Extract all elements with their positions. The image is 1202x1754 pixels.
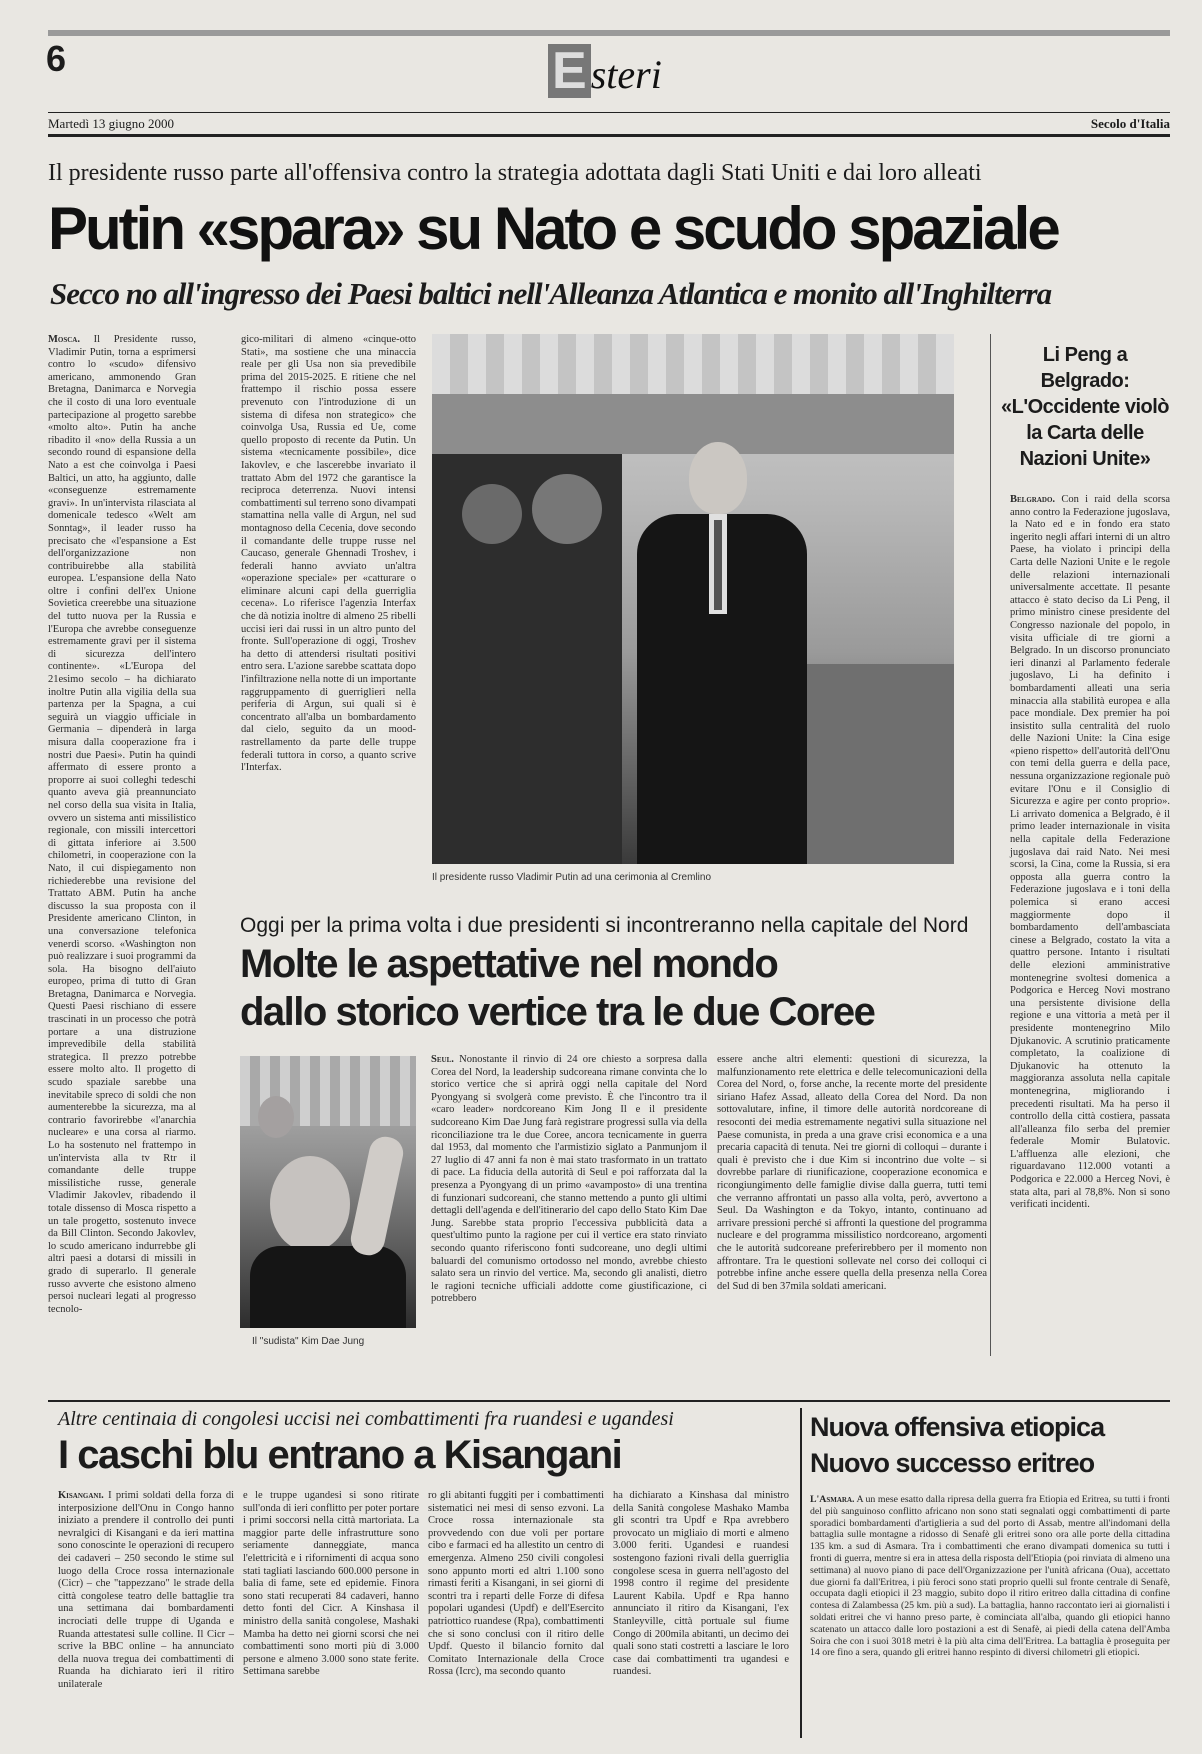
congo-column-3: ro gli abitanti fuggiti per i combattimenti sistematici nei mesi di senso ezvoni. La Croce rossa internazionale sta provvedendo con due voli per portare cibo e farmaci ed ha allestito un centro di emergenza. Almeno 250 civili congolesi sono appunto morti ed altri 1.100 sono rimasti feriti a Kisangani, in sei giorni di scontri tra i reparti delle Forze di difesa popolari ugandesi (Updf) e dell'Esercito patriottico ruandese (Rpa), combattimenti che si sono conclusi con il ritiro delle Updf. Questo il bilancio fornito dal Comitato Internazionale della Croce Rossa (Icrc), ma secondo quanto	[428, 1490, 604, 1678]
section-name: steri	[590, 52, 662, 97]
main-column-1	[48, 334, 196, 1315]
main-column-2: gico-militari di almeno «cinque-otto Stati», ma sostiene che una minaccia reale per gli Usa non sia prevedibile prima del 2015-2025. E ritiene che nel frattempo il rischio possa essere prevenuto con l'introduzione di un sistema di difesa non strategico» che coinvolga Usa, Russia ed Ue, come quello proposto di recente da Putin. Un sistema «tecnicamente possibile», dice Iakovlev, e che lascerebbe invariato il trattato Abm del 1972 che garantisce la reciproca deterrenza. Nuovi intensi combattimenti sul terreno sono divampati stamattina nella valle di Argun, nel sud montagnoso della Cecenia, dove secondo il comandante delle truppe russe nel Caucaso, generale Ghennadi Troshev, i federali hanno avviato un'altra «operazione speciale» per «catturare o eliminare alcuni capi della guerriglia cecena». Lo riferisce l'agenzia Interfax che dà notizia inoltre di almeno 25 ribelli uccisi ieri dai russi in un altro punto del fronte. Sull'operazione di oggi, Troshev ha detto di attendersi risultati positivi entro sera. L'azione sarebbe scattata dopo l'infiltrazione nella notte di un importante raggruppamento di guerriglieri nella periferia di Argun, sui quali si è concentrato all'alba un bombardamento dal cielo, seguito da un mood-rastrellamento da parte delle truppe federali tuttora in corso, a quanto scrive l'Interfax.	[241, 334, 416, 774]
main-subhead: Secco no all'ingresso dei Paesi baltici nell'Alleanza Atlantica e monito all'Inghilterra	[50, 276, 1052, 311]
ethiopia-dateline: L'Asmara.	[810, 1494, 855, 1505]
ethiopia-headline-1: Nuova offensiva etiopica	[810, 1412, 1105, 1442]
korea-column-1	[431, 1054, 707, 1384]
korea-dateline: Seul.	[431, 1054, 454, 1065]
ethiopia-headline-2: Nuovo successo eritreo	[810, 1448, 1095, 1478]
section-initial: E	[548, 44, 591, 98]
korea-headline-2: dallo storico vertice tra le due Coree	[240, 990, 875, 1034]
congo-column-2: e le truppe ugandesi si sono ritirate sull'onda di ieri conflitto per poter portare i primi soccorsi nella città martoriata. La maggior parte delle infrastrutture sono seriamente danneggiate, manca l'elettricità e i rifornimenti di acqua sono stati tagliati lasciando 600.000 persone in balia di fame, sete ed epidemie. Finora sono stati recuperati 84 cadaveri, hanno detto fonti del Cicr. A Kinshasa il ministro della sanità congolese, Mashaki Mamba ha detto nei giorni scorsi che nei combattimenti sono morti più di 3.000 persone e almeno 3.000 sono state ferite. Settimana sarebbe	[243, 1490, 419, 1678]
korea-headline-1: Molte le aspettative nel mondo	[240, 942, 778, 986]
main-headline: Putin «spara» su Nato e scudo spaziale	[48, 195, 1058, 262]
page-number: 6	[46, 38, 67, 79]
sidebar-dateline: Belgrado.	[1010, 494, 1056, 505]
sidebar-body	[1010, 494, 1170, 1346]
ethiopia-body	[810, 1494, 1170, 1740]
congo-headline: I caschi blu entrano a Kisangani	[58, 1433, 622, 1477]
kim-dae-jung-photo	[240, 1056, 416, 1328]
section-title	[548, 44, 662, 104]
sidebar-headline: Li Peng a Belgrado: «L'Occidente violò la Carta delle Nazioni Unite»	[1000, 344, 1170, 470]
congo-column-1-text: I primi soldati della forza di interposizione dell'Onu in Congo hanno iniziato a prendere il controllo dei punti nevralgici di Kisangani e da ieri mattina sono conoscinte le operazioni di recupero dei cadaveri – 250 secondo le stime sul luogo della Croce rossa internazionale (Cicr) – che "tappezzano" le strade della città congolese teatro delle battaglie tra una settimana dai bombardamenti incrociati delle truppe di Uganda e Ruanda attestatesi sulle colline. Il Cicr – scrive la BBC online – ha annunciato della nuova tregua dei combattimenti di Ruanda ha dichiarato ieri il ritiro unilaterale	[58, 1490, 235, 1690]
congo-column-1	[58, 1490, 234, 1740]
kim-photo-caption: Il "sudista" Kim Dae Jung	[252, 1336, 365, 1347]
putin-photo-caption: Il presidente russo Vladimir Putin ad una cerimonia al Cremlino	[432, 872, 712, 883]
korea-column-1-text: Nonostante il rinvio di 24 ore chiesto a sorpresa dalla Corea del Nord, la leadership sudcoreana rimane convinta che lo storico vertice che si aprirà oggi nella capitale del Nord Pyongyang si svolgerà come previsto. È che l'incontro tra il «caro leader» nordcoreano Kim Jong Il e il presidente sudcoreano Kim Dae Jung farà registrare progressi sulla via della riconciliazione tra le due Coree, ancora tecnicamente in guerra dal 1953, dal momento che l'armistizio siglato a Panmunjom il 27 luglio di 47 anni fa non è mai stato trasformato in un trattato di pace. La fiducia della autorità di Seul e poi rafforzata dal la presenza a Pyongyang di un primo «avamposto» di una trentina di funzionari sudcoreani, che stanno mettendo a punto gli ultimi dettagli dell'agenda e dell'itinerario del capo dello Stato Kim Dae Jung. Sarebbe stata proprio l'eccessiva pubblicità data a quest'ultimo punto la ragione per cui il vertice era stato rinviato secondo quanto riferiscono fonti sudcoreane, uno degli ultimi baluardi del comunismo ortodosso nel mondo, avrebbe chiesto salato sera un rinvio del vertice. Ma, secondo gli analisti, dietro le ragioni tecniche ufficiali addotte come giustificazione, ci potrebbero	[431, 1054, 708, 1305]
putin-photo	[432, 334, 954, 864]
issue-date: Martedì 13 giugno 2000	[48, 116, 175, 131]
sidebar-body-text: Con i raid della scorsa anno contro la Federazione jugoslava, la Nato ed e in fondo era stato ingerito negli affari interni di un altro Paese, ha violato i principi della Carta delle Nazioni Unite e le regole delle relazioni internazionali universalmente accettate. Il pesante attacco è stato deciso da Li Peng, il primo ministro cinese presidente del Congresso nazionale del popolo, in visita ufficiale di tre giorni a Belgrado. In un discorso pronunciato ieri dinanzi al Parlamento federale jugoslavo, Li ha definito i bombardamenti alleati una seria minaccia alla stabilità europea e alla pace mondiale. Dex premier ha poi insistito sulla centralità del ruolo delle Nazioni Unite: la Cina esige «pieno rispetto» dell'autorità dell'Onu con temi della guerra e della pace, nessuna organizzazione regionale può evitare l'Onu e il Consiglio di Sicurezza e agire per conto proprio». Li arrivato domenica a Belgrado, è il primo leader internazionale in visita nella capitale della Federazione jugoslava dai raid Nato. Nei mesi scorsi, la Cina, come la Russia, si era opposta alla guerra contro la Federazione jugoslava e i toni della polemica si erano accesi maggiormente dopo il bombardamento dell'ambasciata cinese a Belgrado, costato la vita a quattro persone. Intanto i risultati delle elezioni amministrative montenegrine svoltesi domenica a Podgorica e Herceg Novi mostrano una persistente divisione della regione e una vittoria a metà per il presidente montenegrino Milo Djukanovic. A scrutinio praticamente completato, la coalizione di Djukanovic ha ottenuto la maggioranza assoluta nella capitale montenegrina, migliorando i precedenti risultati. Ma ha perso il controllo della città costiera, passata all'alleanza filo serba del premier federale Momir Bulatovic. L'affluenza alle elezioni, che riguardavano 112.000 votanti a Podgorica e 22.000 a Herceg Novi, è stata alta, pari al 78,8%. Non si sono verificati incidenti.	[1010, 494, 1171, 1211]
main-kicker: Il presidente russo parte all'offensiva contro la strategia adottata dagli Stati Uniti e dai loro alleati	[48, 160, 982, 186]
paper-name: Secolo d'Italia	[1090, 116, 1170, 131]
main-column-1-text: Il Presidente russo, Vladimir Putin, torna a esprimersi contro lo «scudo» difensivo americano, ammonendo Gran Bretagna, Danimarca e Norvegia che il costo di una loro eventuale partecipazione al progetto sarebbe «molto alto». Putin ha anche ribadito il «no» della Russia a un secondo round di espansione della Nato a est che coinvolga i Paesi Baltici, un atto, ha aggiunto, dalle «conseguenze estremamente gravi». In un'intervista rilasciata al domenicale tedesco «Welt am Sonntag», il leader russo ha precisato che «l'espansione a Est dell'organizzazione non contribuirebbe alla stabilità europea. L'espansione della Nato oltre i confini dell'ex Unione Sovietica creerebbe una situazione del tutto nuova per la Russia e l'Europa che avrebbe conseguenze estremamente gravi per il sistema di sicurezza dell'intero continente». «L'Europa del 21esimo secolo – ha dichiarato inoltre Putin alla vigilia della sua partenza per la Spagna, a cui seguirà un viaggio ufficiale in Germania – dipenderà in larga misura dalla cooperazione fra i nostri due Paesi». Putin ha quindi affermato di essere pronto a proporre ai suoi colleghi tedeschi quanto aveva già preannunciato nel corso della sua visita in Italia, ovvero un sistema anti missilistico regionale, con missili intercettori di gittata inferiore ai 3.500 chilometri, in cooperazione con la Nato, il cui dispiegamento non richiederebbe una revisione del Trattato ABM. Putin ha anche discusso la sua proposta con il Presidente americano Clinton, in una conversazione telefonica venerdì scorso. «Washington non può realizzare i suoi programmi da sola. Ha bisogno dell'aiuto europeo, prima di tutto di Gran Bretagna, Danimarca e Norvegia. Questi Paesi rischiano di essere trascinati in un processo che potrà portare a una distruzione imprevedibile della stabilità strategica. Il prezzo potrebbe essere molto alto. Il progetto di scudo spaziale sarebbe una inevitabile spreco di soldi che non aumenterebbe la sicurezza, ma al contrario favorirebbe «l'anarchia nucleare» e una corsa al riarmo. Lo ha sostenuto nel frattempo in un'intervista alla tv Rtr il comandante delle truppe missilistiche russe, generale Vladimir Jakovlev, ribadendo il totale dissenso di Mosca rispetto a un tale progetto, sostenuto invece da Bill Clinton. Secondo Jakovlev, lo scudo americano indurrebbe gli altri paesi a dotarsi di missili in grado di superarlo. Il generale russo avverte che esistono almeno persoi nucleari legati al progresso tecnolo-	[48, 334, 196, 1315]
congo-kicker: Altre centinaia di congolesi uccisi nei combattimenti fra ruandesi e ugandesi	[58, 1408, 674, 1430]
congo-dateline: Kisangani.	[58, 1490, 104, 1501]
korea-kicker: Oggi per la prima volta i due presidenti si incontreranno nella capitale del Nord	[240, 914, 969, 937]
ethiopia-body-text: A un mese esatto dalla ripresa della guerra fra Etiopia ed Eritrea, su tutti i fronti del più sanguinoso conflitto africano non sono stati segnalati oggi combattimenti di parte sporadici bombardamenti d'artiglieria a sud del porto di Assab, mentre all'indomani della battaglia sulle montagne a ridosso di Senafè gli eritrei sono ora alle porte della cittadina 135 km. a sud di Asmara. Tra i combattimenti che erano divampati domenica su tutti i fronti di guerra, mentre si era in attesa della risposta dell'Etiopia (poi rinviata di almeno una settimana) al nuovo piano di pace dell'Organizzazione per l'unità africana (Oua), accettato due giorni fa dall'Eritrea, i più feroci sono stati proprio quelli sul fronte centrale di Senafè, occupata dagli etiopici il 23 maggio, subito dopo il ritiro eritreo dalla cittadina di confine contesa di Zalambessa (25 km. più a sud). La battaglia, hanno raccontato ieri ai giornalisti i soldati eritrei che vi hanno preso parte, è cominciata all'alba, quando gli etiopici hanno scatenato un attacco dalle loro postazioni a est di Senafè, ai piedi della catena dell'Amba Soira che con i suoi 3018 metri è la più alta cima dell'Eritrea. La battaglia è proseguita per 14 ore fino a sera, quando gli eritrei hanno respinto di diversi chilometri gli etiopici.	[810, 1494, 1170, 1659]
korea-column-2: essere anche altri elementi: questioni di sicurezza, la malfunzionamento rete elettrica e delle telecomunicazioni della Corea del Nord, o, forse anche, la recente morte del presidente siriano Hafez Assad, alleato della Corea del Nord. Da non sottovalutare, infine, il timore delle autorità nordcoreane di resoconti dei media estremamente negativi sulla situazione nel Paese comunista, in preda a una grave crisi economica e a una precaria capacità di tenuta. Nei tre giorni di colloqui – durante i quali è previsto che i due Kim si incontrino due volte – si dovrebbe parlare di riunificazione, cooperazione economica e ricongiungimento delle famiglie divise dalla guerra, tutti temi che verranno affrontati un passo alla volta, però, avvertono a Seul. Da Washington e da Tokyo, intanto, continuano ad arrivare pressioni perché si affronti la questione del programma nucleare e del programma missilistico nordcoreano, argomenti che le autorità sudcoreane preferirebbero per il momento non affrontare. Tra le questioni sollevate nel corso dei colloqui ci potrebbe infine anche essere quella della presenza nella Corea del Sud di ben 37mila soldati americani.	[717, 1054, 987, 1292]
main-dateline: Mosca.	[48, 334, 80, 345]
congo-column-4: ha dichiarato a Kinshasa dal ministro della Sanità congolese Mashako Mamba gli scontri tra Updf e Rpa avrebbero provocato un migliaio di morti e almeno 3.000 feriti. Ugandesi e ruandesi sostengono fazioni rivali della guerriglia congolese scesa in guerra nell'agosto del 1998 contro il regime del presidente Laurent Kabila. Updf e Rpa hanno annunciato il ritiro da Kisangani, l'ex Stanleyville, città portuale sul fiume Congo di 200mila abitanti, un decimo dei quali sono stati costretti a lasciare le loro case dai combattimenti tra ugandesi e ruandesi.	[613, 1490, 789, 1678]
